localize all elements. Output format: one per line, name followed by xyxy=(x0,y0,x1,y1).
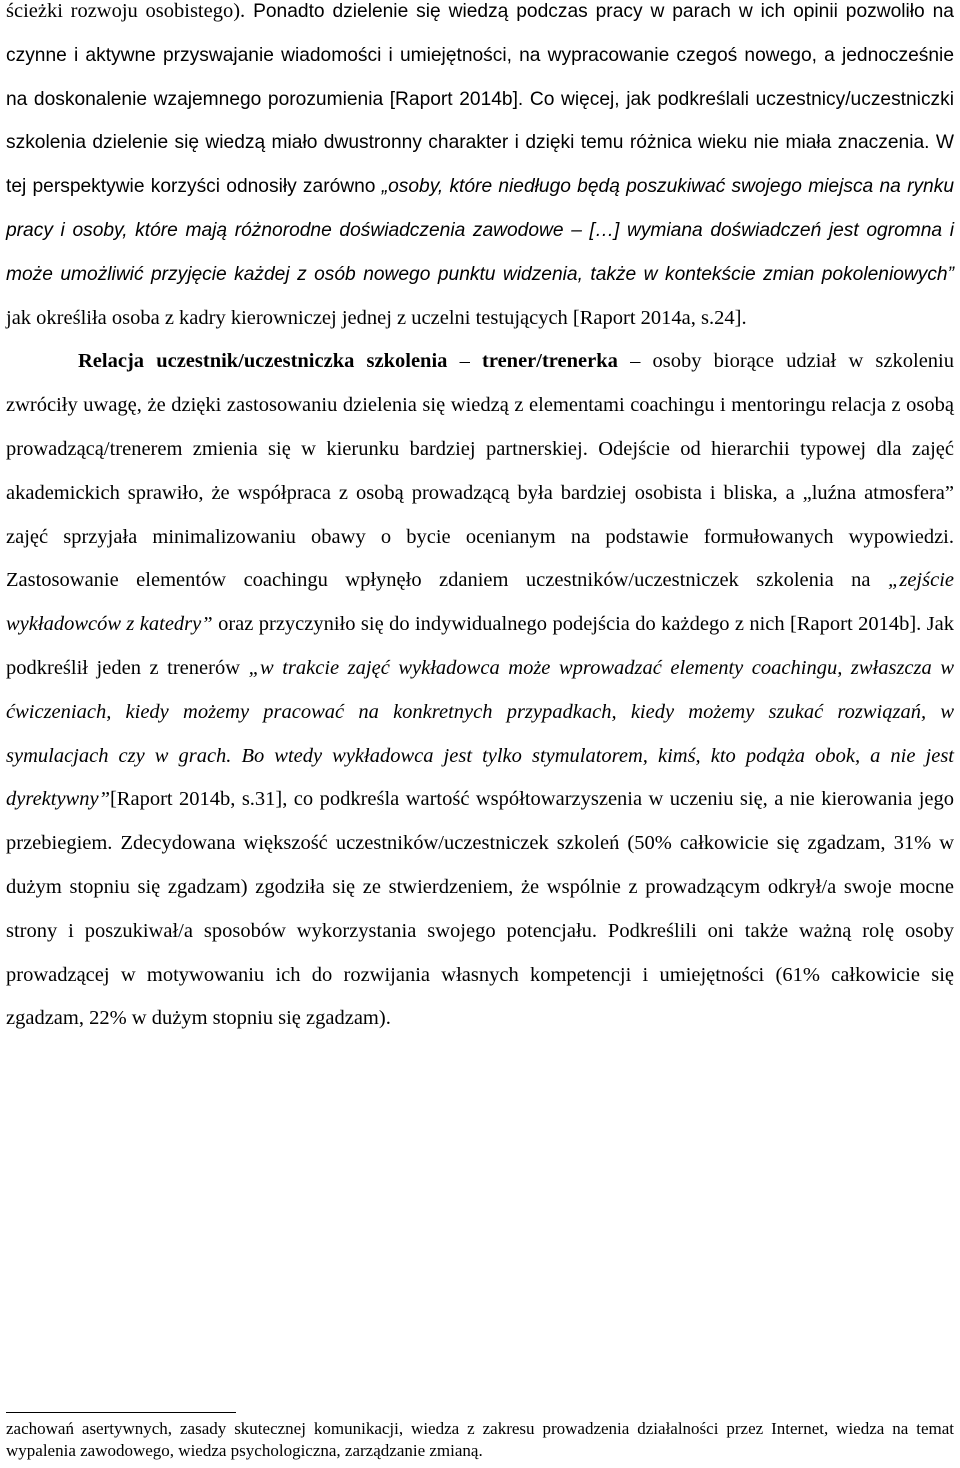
paragraph-trainer-relation xyxy=(6,340,954,1041)
footnote-divider xyxy=(6,1412,236,1413)
paragraph-citation: jak określiła osoba z kadry kierowniczej jednej z uczelni testujących [Raport 2014a, s.24]. xyxy=(6,306,747,329)
footnote-text: zachowań asertywnych, zasady skutecznej komunikacji, wiedza z zakresu prowadzenia działalności przez Internet, wiedza na temat wypalenia zawodowego, wiedza psychologiczna, zarządzanie zmianą. xyxy=(6,1419,954,1460)
paragraph-knowledge-sharing xyxy=(6,0,954,340)
paragraph-sans-segment-2: W tej perspektywie korzyści odnosiły zarówno xyxy=(6,132,954,198)
section-heading-trainer: trener/trenerka xyxy=(482,350,618,373)
paragraph-body: – osoby biorące udział w szkoleniu zwróciły uwagę, że dzięki zastosowaniu dzielenia się wiedzą z elementami coachingu i mentoringu relacja z osobą prowadzącą/trenerem zmienia się w kierunku bardziej partnerskiej. Odejście od hierarchii typowej dla zajęć akademickich sprawiło, że współpraca z osobą prowadzącą była bardziej osobista i bliska, a „luźna atmosfera” zajęć sprzyjała minimalizowaniu obawy o bycie ocenianym na podstawie formułowanych wypowiedzi. Zastosowanie elementów coachingu wpłynęło zdaniem uczestników/uczestniczek szkolenia na xyxy=(6,350,954,592)
paragraph-body-3: [Raport 2014b, s.31], co podkreśla wartość współtowarzyszenia w uczeniu się, a nie kierowania jego przebiegiem. Zdecydowana większość uczestników/uczestniczek szkoleń (50% całkowicie się zgadzam, 31% w dużym stopniu się zgadzam) zgodziła się ze stwierdzeniem, że wspólnie z prowadzącym odkrył/a swoje mocne strony i poszukiwał/a sposobów wykorzystania swojego potencjału. Podkreślili oni także ważną rolę osoby prowadzącej w motywowaniu ich do rozwijania własnych kompetencji i umiejętności (61% całkowicie się zgadzam, 22% w dużym stopniu się zgadzam). xyxy=(6,788,954,1030)
quote-lecturers: „zejście wykładowców z katedry” xyxy=(6,569,954,636)
quote-trainer: „w trakcie zajęć wykładowca może wprowadzać elementy coachingu, zwłaszcza w ćwiczeniach, kiedy możemy pracować na konkretnych przypadkach, kiedy możemy szukać rozwiązań, w symulacjach czy w grach. Bo wtedy wykładowca jest tylko stymulatorem, kimś, kto podąża obok, a nie jest dyrektywny” xyxy=(6,656,954,811)
section-heading-participant: Relacja uczestnik/uczestniczka szkolenia xyxy=(78,350,448,373)
paragraph-continuation: ścieżki rozwoju osobistego). xyxy=(6,0,246,22)
paragraph-body-2: oraz przyczyniło się do indywidualnego podejścia do każdego z nich [Raport 2014b]. Jak podkreślił jeden z trenerów xyxy=(6,613,954,679)
paragraph-sans-segment: Ponadto dzielenie się wiedzą podczas pracy w parach w ich opinii pozwoliło na czynne i aktywne przyswajanie wiadomości i umiejętności, na wypracowanie czegoś nowego, a jednocześnie na doskonalenie wzajemnego porozumienia [Raport 2014b]. Co więcej, jak podkreślali uczestnicy/uczestniczki szkolenia dzielenie się wiedzą miało dwustronny charakter i dzięki temu różnica wieku nie miała znaczenia. xyxy=(6,1,954,154)
document-page xyxy=(6,0,954,1041)
heading-separator: – xyxy=(447,350,483,373)
quote-management-staff: „osoby, które niedługo będą poszukiwać swojego miejsca na rynku pracy i osoby, które mają różnorodne doświadczenia zawodowe – […] wymiana doświadczeń jest ogromna i może umożliwić przyjęcie każdej z osób nowego punktu widzenia, także w kontekście zmian pokoleniowych” xyxy=(6,176,954,285)
